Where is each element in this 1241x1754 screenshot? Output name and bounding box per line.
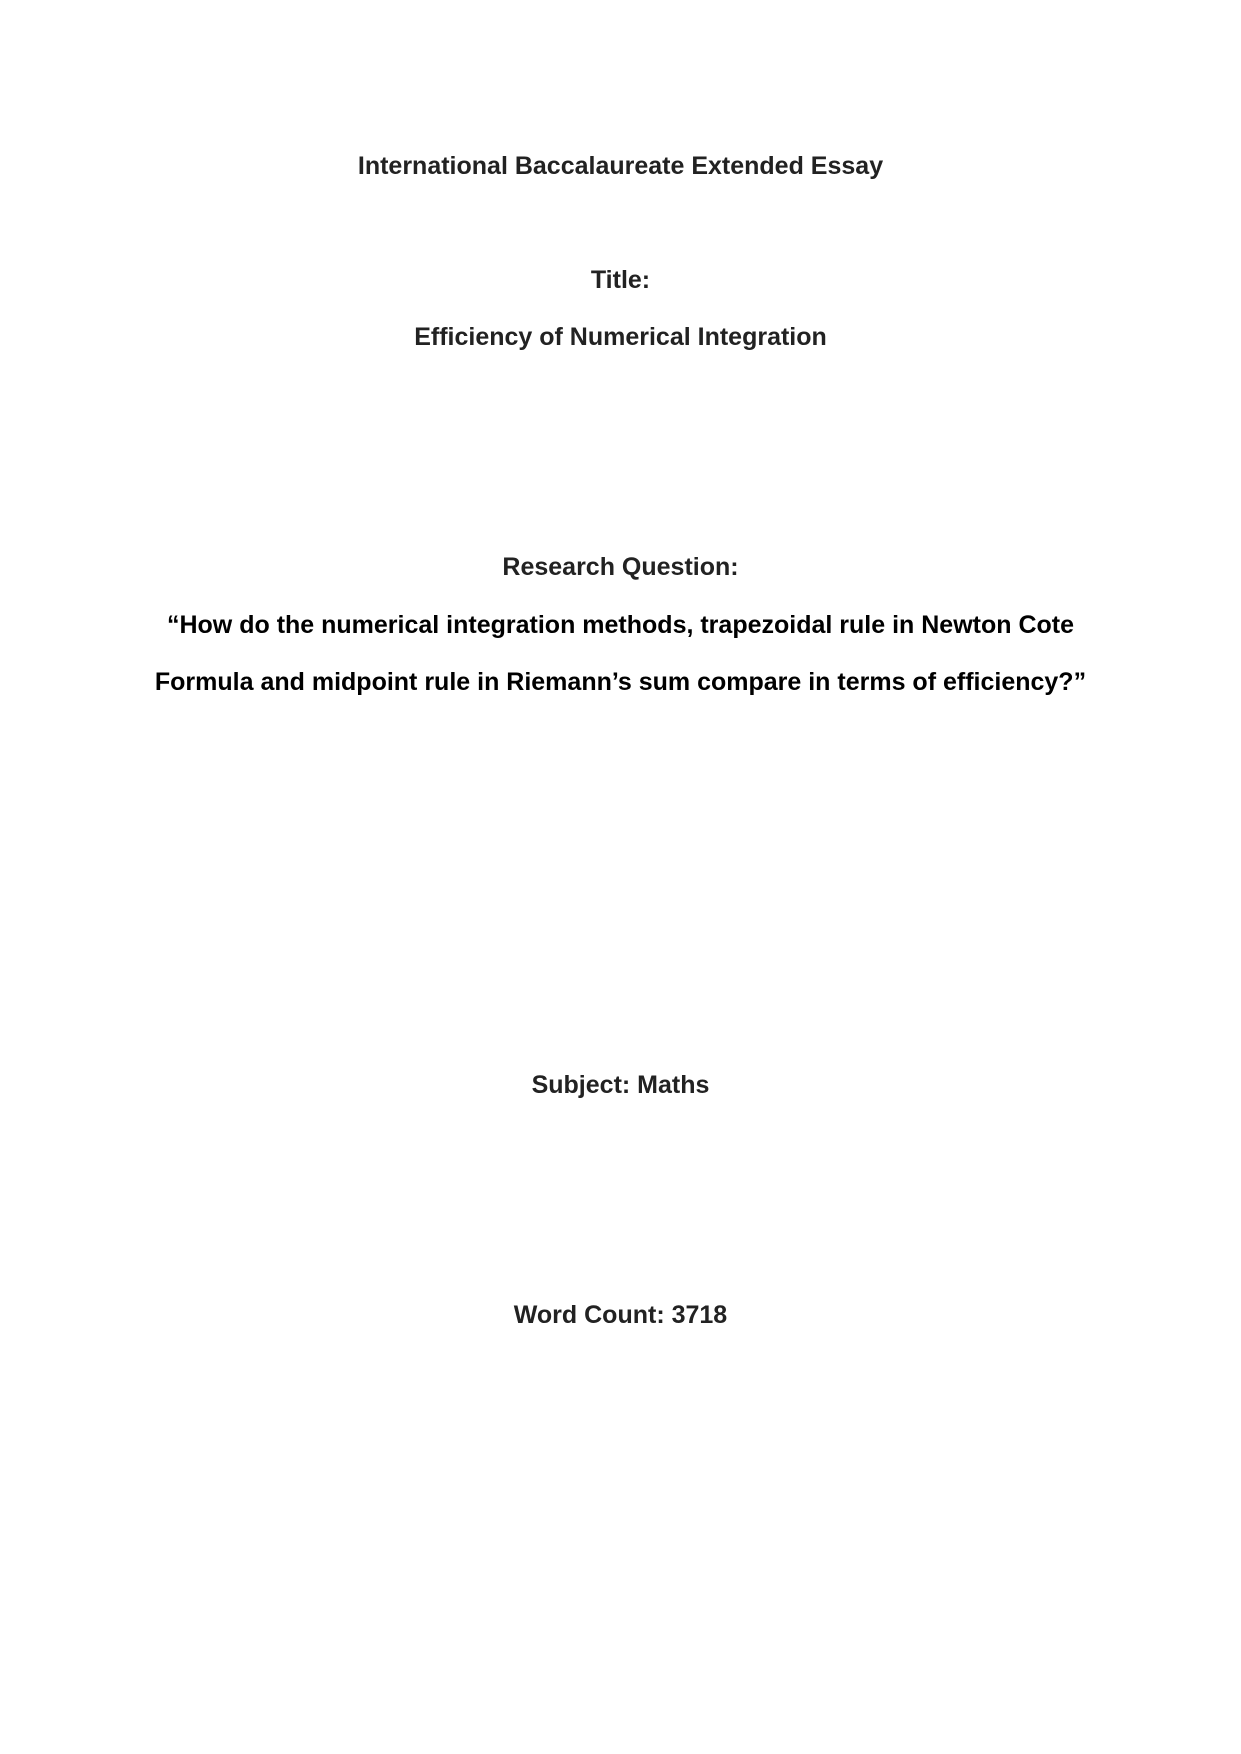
title-label: Title: [590,266,651,294]
research-question-label: Research Question: [502,553,739,581]
subject: Subject: Maths [531,1071,710,1099]
word-count: Word Count: 3718 [513,1301,728,1329]
research-question-line-2: Formula and midpoint rule in Riemann’s sum compare in terms of efficiency?” [154,668,1087,696]
research-question-line-1: “How do the numerical integration methods, trapezoidal rule in Newton Cote [166,611,1075,639]
essay-title: Efficiency of Numerical Integration [414,323,827,351]
essay-header: International Baccalaureate Extended Essay [357,152,884,180]
